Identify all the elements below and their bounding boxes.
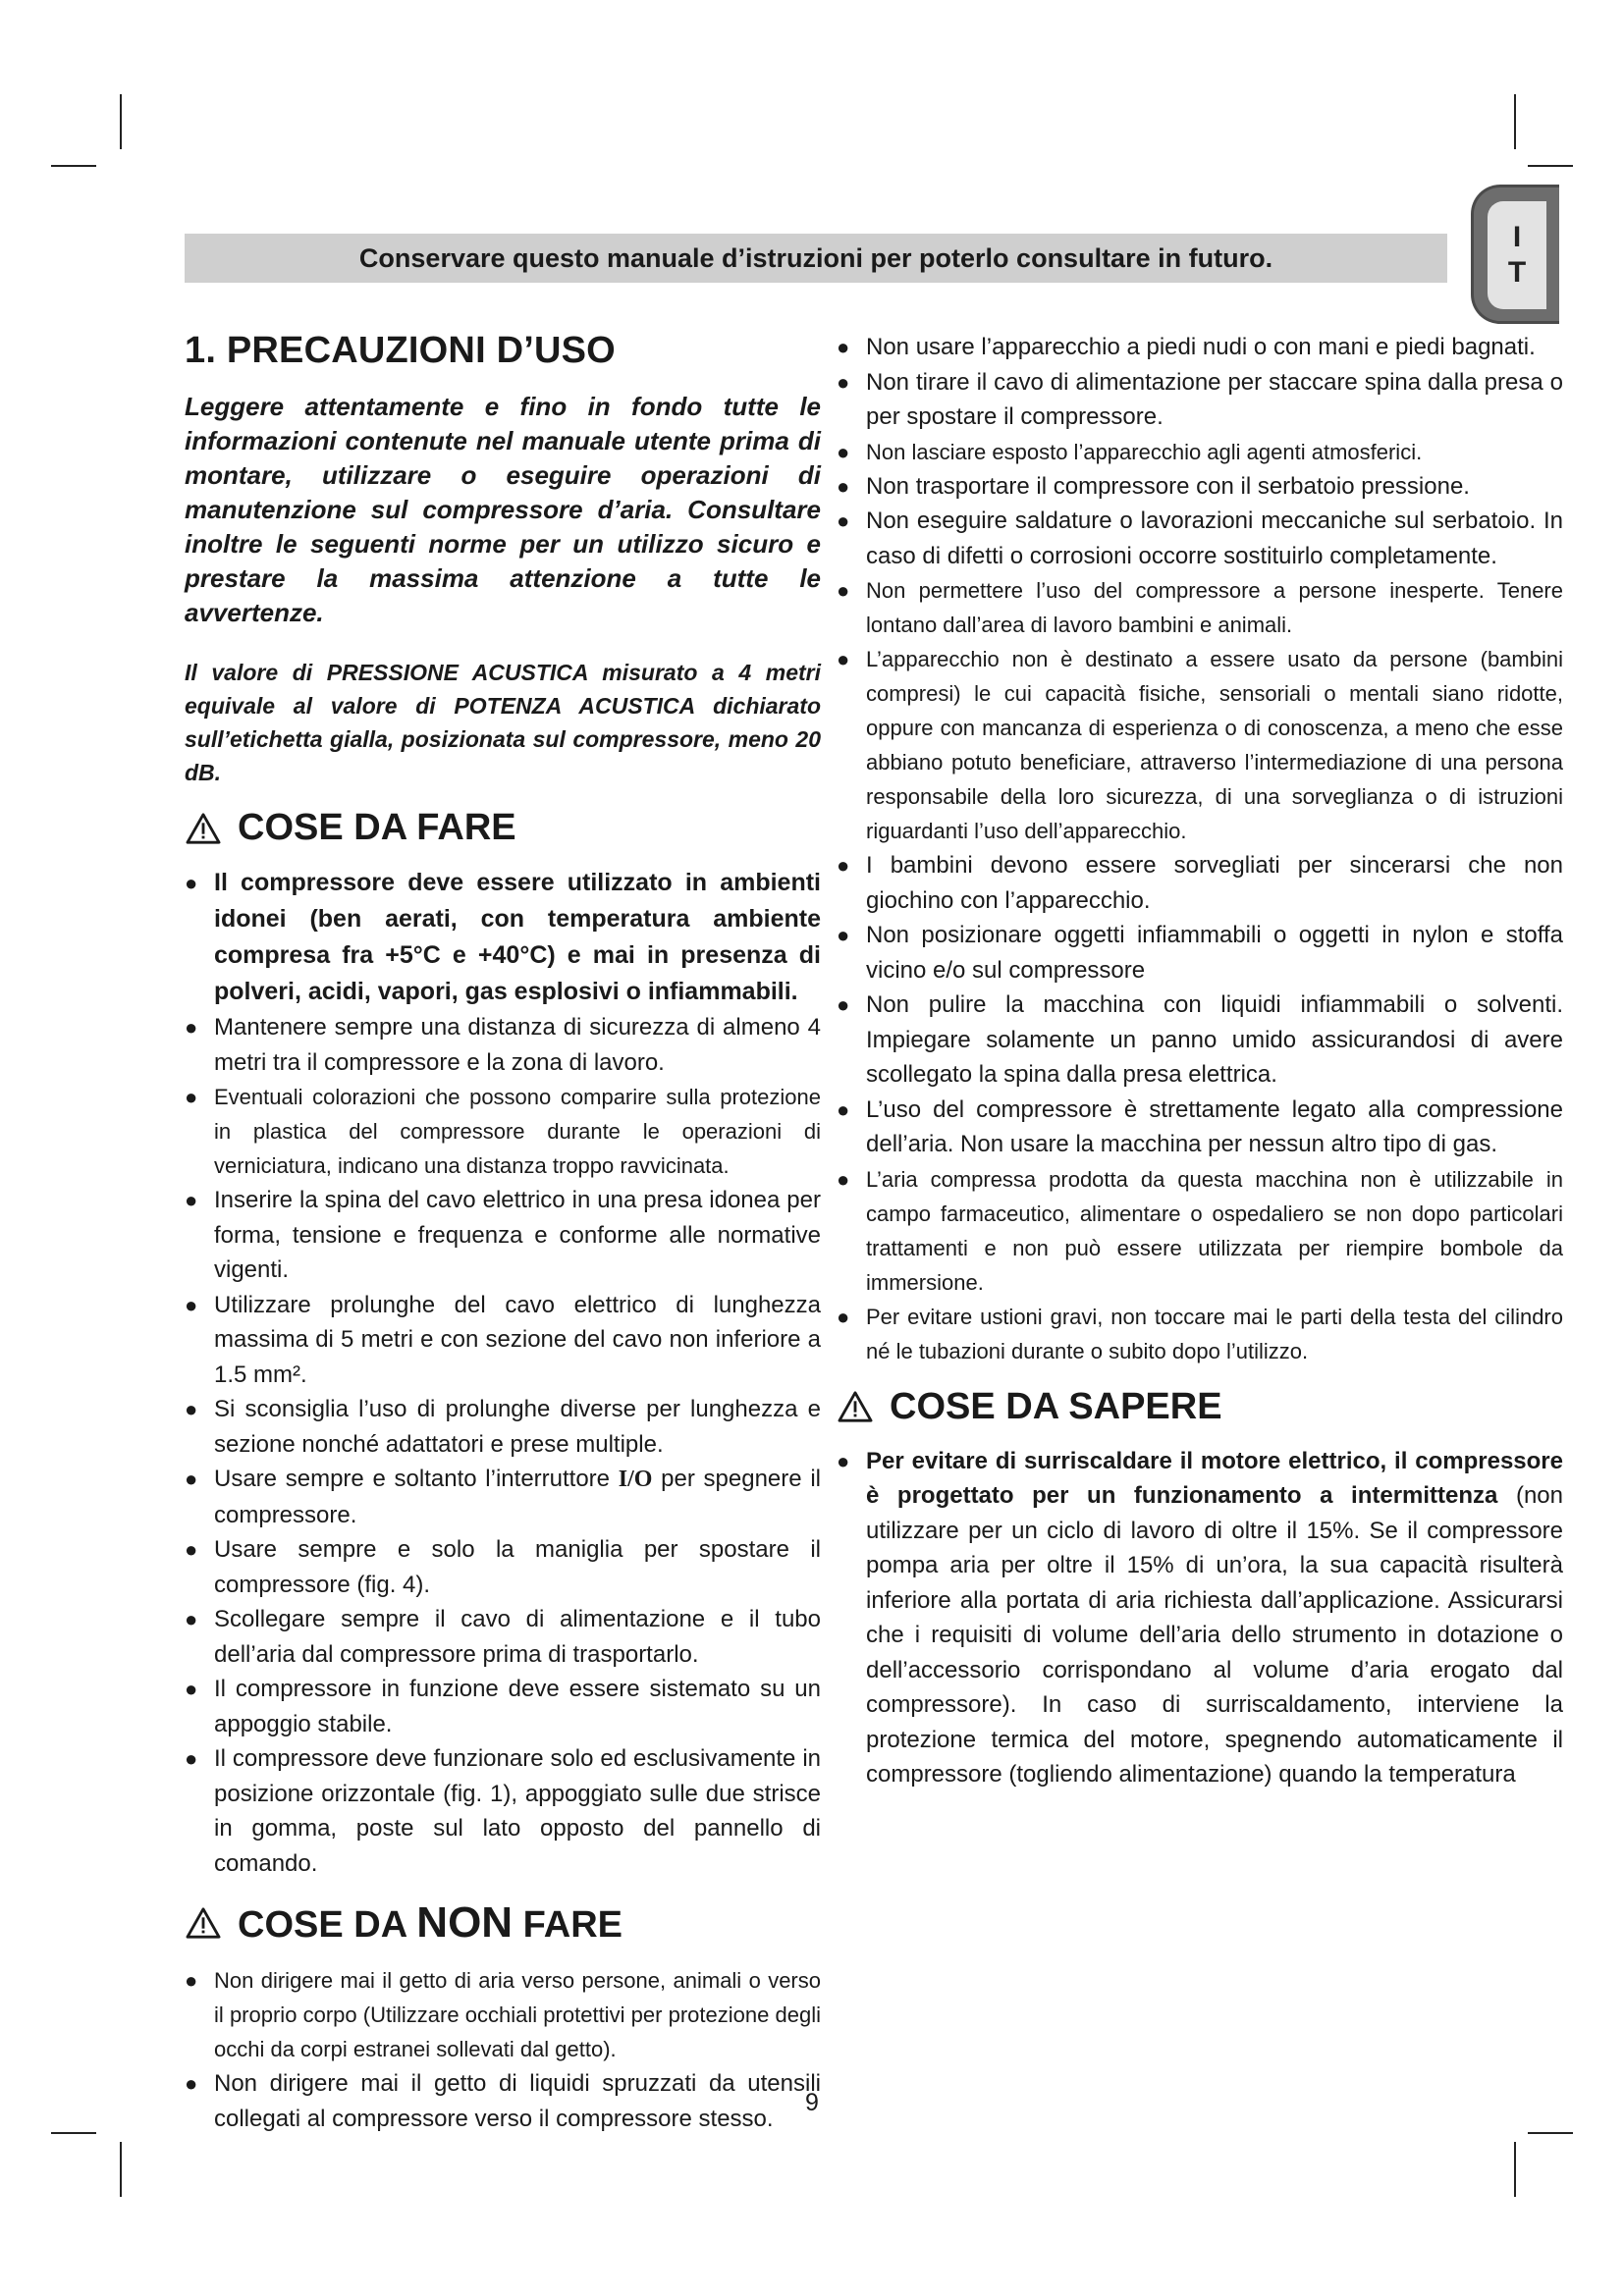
- bullet-icon: ●: [837, 473, 850, 499]
- list-item-text: Non tirare il cavo di alimentazione per staccare spina dalla presa o per spostare il compressore.: [866, 368, 1563, 430]
- intro-paragraph: Leggere attentamente e fino in fondo tutte le informazioni contenute nel manuale utente prima di montare, utilizzare o eseguire operazioni di manutenzione sul compressore d’aria. Consultare inoltre le seguenti norme per un utilizzo sicuro e prestare la massima attenzione a tutte le avvertenze.: [185, 392, 821, 627]
- bullet-icon: ●: [185, 871, 198, 895]
- list-item: [185, 1080, 821, 1183]
- list-item-text: L’apparecchio non è destinato a essere usato da persone (bambini compresi) le cui capacità fisiche, sensoriali o mentali siano ridotte, oppure con mancanza di esperienza o di conoscenza, a meno che esse abbiano potuto beneficiare, attraverso l’intermediazione di una persona responsabile della loro sicurezza, di una sorveglianza o di istruzioni riguardanti l’uso dell’apparecchio.: [866, 647, 1563, 843]
- crop-mark: [1528, 2132, 1573, 2134]
- list-item: [837, 1162, 1563, 1300]
- bullet-icon: ●: [837, 1096, 850, 1122]
- cose-da-non-fare-list-right: [837, 330, 1563, 1368]
- title-part: COSE DA: [238, 1904, 406, 1946]
- warning-icon: [185, 1906, 222, 1940]
- list-item: [185, 1963, 821, 2066]
- list-item: [185, 1183, 821, 1288]
- section-title-text: COSE DA SAPERE: [890, 1385, 1222, 1427]
- cose-da-sapere-list: [837, 1444, 1563, 1792]
- list-item-text: L’aria compressa prodotta da questa macchina non è utilizzabile in campo farmaceutico, alimentare o ospedaliero se non dopo particolari trattamenti e non può essere utilizzata per riempire bombole da immersione.: [866, 1166, 1563, 1295]
- crop-mark: [120, 94, 122, 149]
- bullet-icon: ●: [185, 1467, 198, 1491]
- list-item: [837, 1300, 1563, 1368]
- list-item: [185, 1741, 821, 1881]
- list-item-text: Il compressore in funzione deve essere sistemato su un appoggio stabile.: [214, 1676, 821, 1737]
- crop-mark: [1514, 94, 1516, 149]
- list-item: [837, 573, 1563, 642]
- section-title-cose-da-sapere: [837, 1386, 1563, 1428]
- manual-banner: Conservare questo manuale d’istruzioni per poterlo consultare in futuro.: [185, 234, 1447, 283]
- bullet-icon: ●: [837, 439, 850, 464]
- list-item: [837, 365, 1563, 435]
- list-item: [185, 1288, 821, 1393]
- bullet-icon: ●: [185, 2071, 198, 2096]
- list-item-text: Inserire la spina del cavo elettrico in una presa idonea per forma, tensione e frequenza e conforme alle normative vigenti.: [214, 1187, 821, 1283]
- list-item: [837, 848, 1563, 918]
- bullet-icon: ●: [837, 923, 850, 947]
- bullet-icon: ●: [837, 1304, 850, 1329]
- list-item-text: Si sconsiglia l’uso di prolunghe diverse per lunghezza e sezione nonché adattatori e prese multiple.: [214, 1396, 821, 1458]
- list-item: [185, 865, 821, 1010]
- list-item-text: Per evitare ustioni gravi, non toccare mai le parti della testa del cilindro né le tubazioni durante o subito dopo l’utilizzo.: [866, 1304, 1563, 1363]
- bullet-icon: ●: [837, 578, 850, 603]
- bullet-icon: ●: [185, 1015, 198, 1040]
- crop-mark: [1514, 2142, 1516, 2197]
- language-tab: [1471, 185, 1559, 324]
- bullet-icon: ●: [837, 1448, 850, 1473]
- list-item: [185, 1462, 821, 1532]
- list-item: [837, 1093, 1563, 1162]
- list-item-bold-text: Per evitare di surriscaldare il motore elettrico, il compressore è progettato per un funzionamento a intermittenza: [866, 1447, 1563, 1509]
- list-item: [185, 1010, 821, 1080]
- list-item-text: Scollegare sempre il cavo di alimentazione e il tubo dell’aria dal compressore prima di trasportarlo.: [214, 1606, 821, 1668]
- list-item-text: Non lasciare esposto l’apparecchio agli agenti atmosferici.: [866, 439, 1423, 464]
- list-item-text: Utilizzare prolunghe del cavo elettrico di lunghezza massima di 5 metri e con sezione del cavo non inferiore a 1.5 mm².: [214, 1291, 821, 1388]
- warning-icon: [185, 812, 222, 845]
- list-item: [185, 1602, 821, 1672]
- list-item-text: Eventuali colorazioni che possono comparire sulla protezione in plastica del compressore durante le operazioni di verniciatura, indicano una distanza troppo ravvicinata.: [214, 1085, 821, 1178]
- page-number: 9: [805, 2089, 819, 2116]
- list-item: [185, 1672, 821, 1741]
- bullet-icon: ●: [185, 1537, 198, 1562]
- list-item-text: Non trasportare il compressore con il serbatoio pressione.: [866, 472, 1470, 500]
- bullet-icon: ●: [185, 1188, 198, 1212]
- list-item-text: Non permettere l’uso del compressore a persone inesperte. Tenere lontano dall’area di lavoro bambini e animali.: [866, 578, 1563, 637]
- bullet-icon: ●: [837, 1166, 850, 1192]
- bullet-icon: ●: [185, 1085, 198, 1109]
- io-switch-label: I/O: [618, 1467, 653, 1492]
- list-item: [185, 1392, 821, 1462]
- bullet-icon: ●: [837, 992, 850, 1017]
- list-item-text: Mantenere sempre una distanza di sicurezza di almeno 4 metri tra il compressore e la zona di lavoro.: [214, 1014, 821, 1076]
- list-item-text: Usare sempre e solo la maniglia per spostare il compressore (fig. 4).: [214, 1536, 821, 1598]
- bullet-icon: ●: [185, 1677, 198, 1701]
- bullet-icon: ●: [185, 1292, 198, 1317]
- section-title-text: [238, 1898, 623, 1948]
- list-item: [837, 988, 1563, 1093]
- warning-icon: [837, 1390, 874, 1423]
- list-item-text: Non eseguire saldature o lavorazioni meccaniche sul serbatoio. In caso di difetti o corrosioni occorre sostituirlo completamente.: [866, 507, 1563, 569]
- bullet-icon: ●: [837, 853, 850, 878]
- bullet-icon: ●: [185, 1397, 198, 1421]
- language-tab-label: [1488, 201, 1546, 309]
- crop-mark: [1528, 165, 1573, 167]
- list-item: [837, 330, 1563, 365]
- list-item: [837, 469, 1563, 505]
- acoustic-note: Il valore di PRESSIONE ACUSTICA misurato a 4 metri equivale al valore di POTENZA ACUSTICA dichiarato sull’etichetta gialla, posizionata sul compressore, meno 20 dB.: [185, 660, 821, 785]
- list-item-text: L’uso del compressore è strettamente legato alla compressione dell’aria. Non usare la macchina per nessun altro tipo di gas.: [866, 1095, 1563, 1157]
- list-item: [837, 918, 1563, 988]
- bullet-icon: ●: [837, 508, 850, 533]
- section-title-precautions: 1. PRECAUZIONI D’USO: [185, 330, 616, 371]
- cose-da-fare-list: [185, 865, 821, 1881]
- list-item: [837, 642, 1563, 848]
- crop-mark: [51, 2132, 96, 2134]
- language-letter: T: [1507, 256, 1527, 289]
- list-item-text: Non pulire la macchina con liquidi infiammabili o solventi. Impiegare solamente un panno umido assicurandosi di avere scollegato la spina dalla presa elettrica.: [866, 991, 1563, 1088]
- list-item-text-pre: Usare sempre e soltanto l’interruttore: [214, 1466, 619, 1492]
- list-item-text: I bambini devono essere sorvegliati per sincerarsi che non giochino con l’apparecchio.: [866, 852, 1563, 914]
- left-column: [185, 316, 821, 2136]
- bullet-icon: ●: [837, 647, 850, 671]
- bullet-icon: ●: [185, 1746, 198, 1771]
- list-item-text: Non dirigere mai il getto di liquidi spruzzati da utensili collegati al compressore verso il compressore stesso.: [214, 2070, 821, 2132]
- list-item-text: Il compressore deve essere utilizzato in ambienti idonei (ben aerati, con temperatura ambiente compresa fra +5°C e +40°C) e mai in presenza di polveri, acidi, vapori, gas esplosivi o infiammabili.: [214, 869, 821, 1005]
- list-item: [185, 1532, 821, 1602]
- crop-mark: [51, 165, 96, 167]
- list-item-text: Non usare l’apparecchio a piedi nudi o con mani e piedi bagnati.: [866, 334, 1536, 360]
- bullet-icon: ●: [837, 335, 850, 359]
- list-item-text: Il compressore deve funzionare solo ed esclusivamente in posizione orizzontale (fig. 1), appoggiato sulle due strisce in gomma, poste sul lato opposto del pannello di comando.: [214, 1745, 821, 1877]
- list-item-text: Non posizionare oggetti infiammabili o oggetti in nylon e stoffa vicino e/o sul compressore: [866, 922, 1563, 984]
- list-item: [837, 1444, 1563, 1792]
- language-letter: I: [1512, 221, 1522, 253]
- bullet-icon: ●: [185, 1607, 198, 1631]
- bullet-icon: ●: [185, 1968, 198, 1993]
- title-part: FARE: [522, 1904, 623, 1946]
- section-title-text: COSE DA FARE: [238, 807, 516, 848]
- right-column: [837, 330, 1563, 1792]
- crop-mark: [120, 2142, 122, 2197]
- list-item-text: (non utilizzare per un ciclo di lavoro di oltre il 15%. Se il compressore pompa aria per oltre il 15% di un’ora, la sua capacità risulterà inferiore alla portata di aria richiesta dall’applicazione. Assicurarsi che i requisiti di volume dell’aria dello strumento in dotazione o dell’accessorio corrispondano al volume d’aria erogato dal compressore). In caso di surriscaldamento, interviene la protezione termica del motore, spegnendo automaticamente il compressore (togliendo alimentazione) quando la temperatura: [866, 1482, 1564, 1788]
- list-item: [837, 435, 1563, 469]
- section-title-cose-da-fare: [185, 807, 821, 849]
- list-item-text: Non dirigere mai il getto di aria verso persone, animali o verso il proprio corpo (Utilizzare occhiali protettivi per protezione degli occhi da corpi estranei sollevati dal getto).: [214, 1968, 821, 2061]
- title-emphasis: NON: [416, 1898, 514, 1947]
- list-item: [837, 504, 1563, 573]
- section-title-cose-da-non-fare: [185, 1898, 821, 1948]
- bullet-icon: ●: [837, 369, 850, 395]
- list-item-text-post: per spegnere il compressore.: [214, 1466, 821, 1528]
